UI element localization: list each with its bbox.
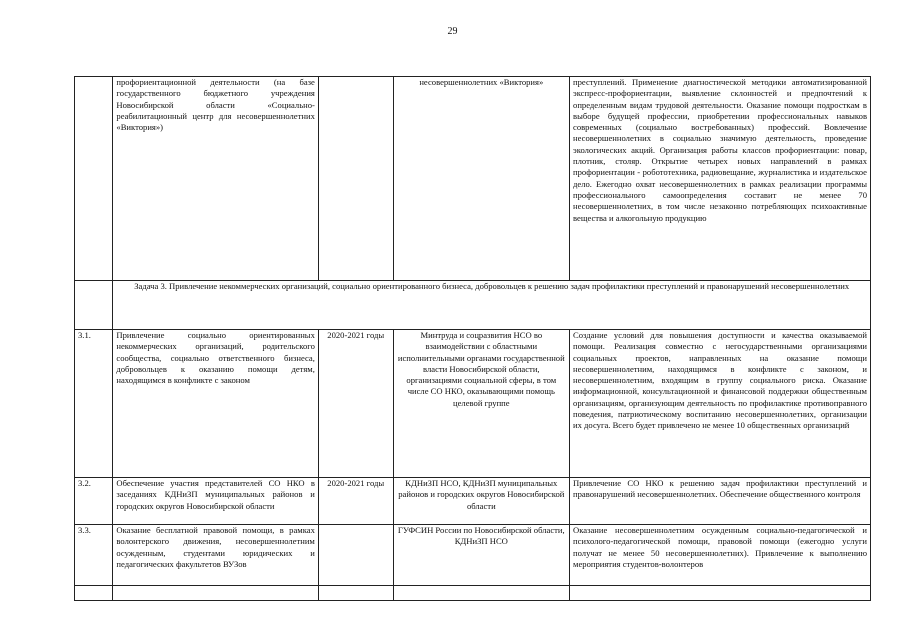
page-number: 29 xyxy=(447,26,458,37)
cell-event: Привлечение социально ориентированных некоммерческих организаций, родительского сообщества, социально ответственного бизнеса, добровольцев к оказанию помощи детям, находящимся в конфликте с законом xyxy=(113,330,318,478)
cell-number: 3.2. xyxy=(75,478,113,525)
table-row xyxy=(75,77,871,281)
cell-event: Обеспечение участия представителей СО НКО в заседаниях КДНиЗП муниципальных районов и городских округов Новосибирской области xyxy=(113,478,318,525)
measures-table xyxy=(74,76,871,601)
cell-executor xyxy=(393,586,569,601)
cell-period xyxy=(318,525,393,586)
cell-period: 2020-2021 годы xyxy=(318,330,393,478)
cell-executor: ГУФСИН России по Новосибирской области, КДНиЗП НСО xyxy=(393,525,569,586)
task-heading: Задача 3. Привлечение некоммерческих организаций, социально ориентированного бизнеса, добровольцев к решению задач профилактики преступлений и правонарушений несовершеннолетних xyxy=(113,281,871,330)
cell-number: 3.1. xyxy=(75,330,113,478)
cell-result xyxy=(570,586,871,601)
cell-result: Создание условий для повышения доступности и качества оказываемой помощи. Реализация совместно с негосударственными организациями социальных проектов, направленных на оказание помощи несовершеннолетним, находящимся в конфликте с законом, и несовершеннолетним, входящим в группу социального риска. Оказание информационной, консультационной и финансовой поддержки общественным организациям, организующим деятельность по профилактике противоправного поведения, патриотическому воспитанию несовершеннолетних, организации их досуга. Всего будет привлечено не менее 10 общественных организаций xyxy=(570,330,871,478)
cell-result: Привлечение СО НКО к решению задач профилактики преступлений и правонарушений несовершеннолетних. Обеспечение общественного контроля xyxy=(570,478,871,525)
cell-result: Оказание несовершеннолетним осужденным социально-педагогической и психолого-педагогической помощи, правовой помощи (ежегодно услуги получат не менее 50 несовершеннолетних). Привлечение к выполнению мероприятия студентов-волонтеров xyxy=(570,525,871,586)
cell-event: Оказание бесплатной правовой помощи, в рамках волонтерского движения, несовершеннолетним осужденным, студентами юридических и педагогических факультетов ВУЗов xyxy=(113,525,318,586)
table-row-empty xyxy=(75,586,871,601)
cell-result: преступлений. Применение диагностической методики автоматизированной экспресс-профориентации, выявление склонностей и предпочтений к определенным видам трудовой деятельности. Оказание помощи подросткам в выборе будущей профессии, приобретении профессиональных навыков современных (социально востребованных) профессий. Вовлечение несовершеннолетних в социально значимую деятельность, проведение экологических акций. Организация работы классов профориентации: повар, плотник, столяр. Открытие четырех новых направлений в рамках профориентации - робототехника, радиовещание, журналистика и издательское дело. Ежегодно охват несовершеннолетних в рамках реализации программы профессионального самоопределения составит не менее 70 несовершеннолетних, в том числе незаконно потребляющих психоактивные вещества и алкогольную продукцию xyxy=(570,77,871,281)
cell-period xyxy=(318,586,393,601)
cell-executor: Минтруда и соцразвития НСО во взаимодействии с областными исполнительными органами государственной власти Новосибирской области, организациями социальной сферы, в том числе СО НКО, оказывающими помощь целевой группе xyxy=(393,330,569,478)
table-row xyxy=(75,525,871,586)
cell-period xyxy=(318,77,393,281)
cell-event: профориентационной деятельности (на базе государственного бюджетного учреждения Новосибирской области «Социально-реабилитационный центр для несовершеннолетних «Виктория») xyxy=(113,77,318,281)
cell-number xyxy=(75,586,113,601)
cell-executor: КДНиЗП НСО, КДНиЗП муниципальных районов и городских округов Новосибирской области xyxy=(393,478,569,525)
table-row xyxy=(75,478,871,525)
cell-event xyxy=(113,586,318,601)
cell-number xyxy=(75,281,113,330)
cell-period: 2020-2021 годы xyxy=(318,478,393,525)
task-row xyxy=(75,281,871,330)
cell-number xyxy=(75,77,113,281)
table-row xyxy=(75,330,871,478)
cell-number: 3.3. xyxy=(75,525,113,586)
cell-executor: несовершеннолетних «Виктория» xyxy=(393,77,569,281)
